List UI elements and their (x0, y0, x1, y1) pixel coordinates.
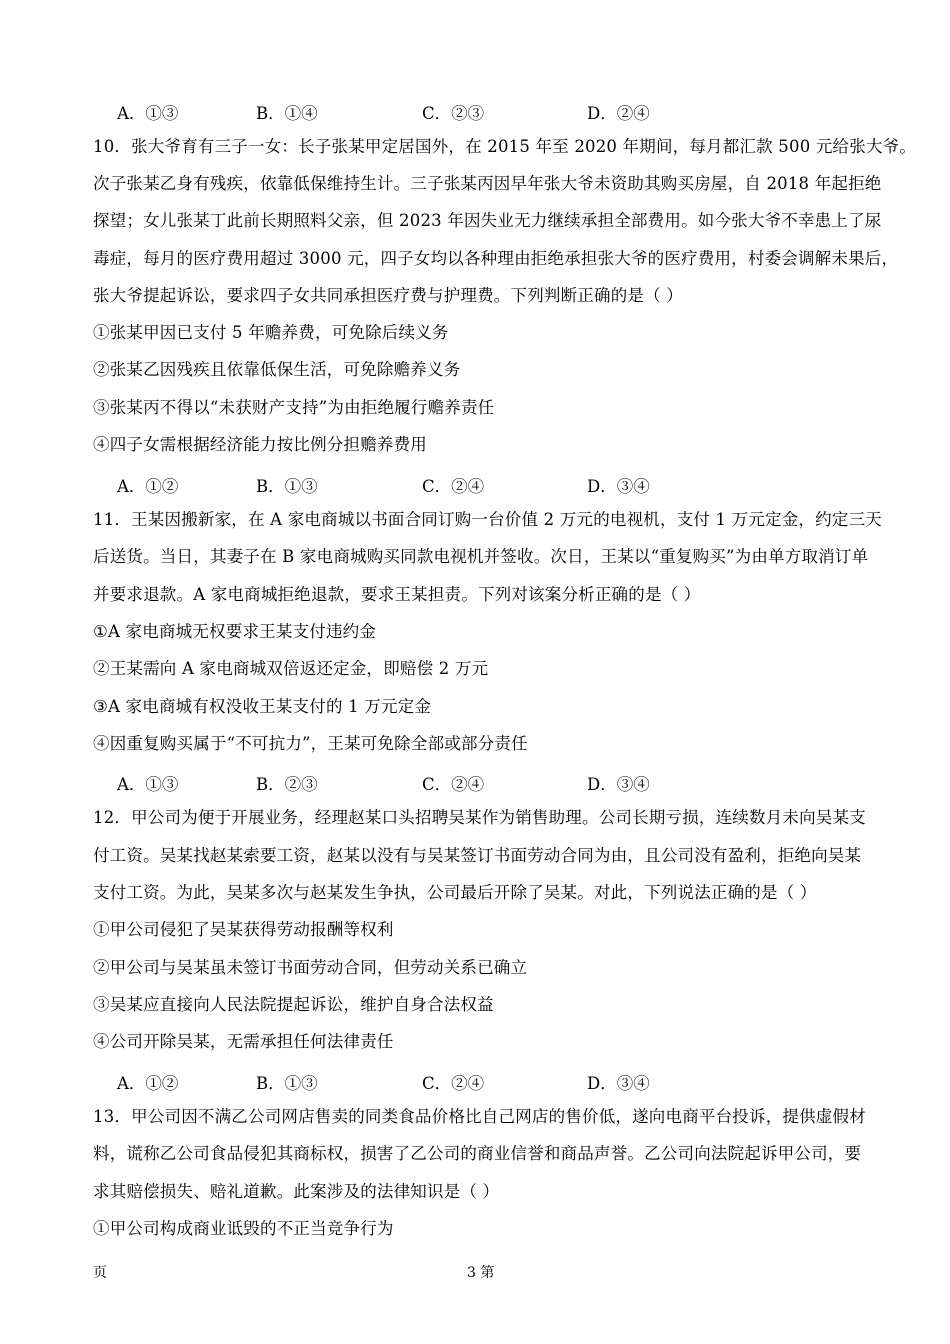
q11-item-2: ②王某需向 A 家电商城双倍返还定金，即赔偿 2 万元 (93, 659, 489, 678)
q10-stem-line: 张大爷提起诉讼，要求四子女共同承担医疗费与护理费。下列判断正确的是（ ） (93, 286, 683, 305)
q12-option-c: C．②④ (422, 1074, 485, 1093)
q10-option-a: A．①② (117, 477, 179, 496)
q9-option-a: A．①③ (117, 104, 179, 123)
q10-stem-line: 探望；女儿张某丁此前长期照料父亲，但 2023 年因失业无力继续承担全部费用。如今张大爷不幸患上了尿 (93, 211, 882, 230)
q10-stem-line: 10．张大爷育有三子一女：长子张某甲定居国外，在 2015 年至 2020 年期间，每月都汇款 500 元给张大爷。 (93, 137, 917, 156)
q12-option-b: B．①③ (256, 1074, 318, 1093)
q11-stem-line: 并要求退款。A 家电商城拒绝退款，要求王某担责。下列对该案分析正确的是（ ） (93, 585, 701, 604)
q10-stem-line: 次子张某乙身有残疾，依靠低保维持生计。三子张某丙因早年张大爷未资助其购买房屋，自 2018 年起拒绝 (93, 174, 882, 193)
q12-stem-line: 12．甲公司为便于开展业务，经理赵某口头招聘吴某作为销售助理。公司长期亏损，连续数月未向吴某支 (93, 808, 866, 827)
footer-left: 页 (93, 1265, 107, 1281)
q12-item-3: ③吴某应直接向人民法院提起诉讼，维护自身合法权益 (93, 995, 494, 1014)
q10-item-2: ②张某乙因残疾且依靠低保生活，可免除赡养义务 (93, 360, 461, 379)
q11-option-a: A．①③ (117, 775, 179, 794)
q11-stem-line: 后送货。当日，其妻子在 B 家电商城购买同款电视机并签收。次日，王某以“重复购买”为由单方取消订单 (93, 547, 869, 566)
q9-option-c: C．②③ (422, 104, 485, 123)
q11-option-d: D．③④ (587, 775, 650, 794)
q11-option-b: B．②③ (256, 775, 318, 794)
q12-item-1: ①甲公司侵犯了吴某获得劳动报酬等权利 (93, 920, 394, 939)
q12-stem-line: 支付工资。为此，吴某多次与赵某发生争执，公司最后开除了吴某。对此，下列说法正确的是（ ） (93, 883, 817, 902)
q10-option-d: D．③④ (587, 477, 650, 496)
q11-option-c: C．②④ (422, 775, 485, 794)
q11-stem-line: 11．王某因搬新家，在 A 家电商城以书面合同订购一台价值 2 万元的电视机，支付 1 万元定金，约定三天 (93, 510, 882, 529)
q11-options (0, 771, 950, 793)
q11-item-1: ①A 家电商城无权要求王某支付违约金 (93, 622, 377, 641)
q10-stem-line: 毒症，每月的医疗费用超过 3000 元，四子女均以各种理由拒绝承担张大爷的医疗费用，村委会调解未果后， (93, 249, 899, 268)
q10-option-c: C．②④ (422, 477, 485, 496)
q12-option-a: A．①② (117, 1074, 179, 1093)
q10-options (0, 473, 950, 495)
q10-item-1: ①张某甲因已支付 5 年赡养费，可免除后续义务 (93, 323, 449, 342)
page-number: 3 第 (467, 1265, 495, 1281)
q13-stem-line: 料，谎称乙公司食品侵犯其商标权，损害了乙公司的商业信誉和商品声誉。乙公司向法院起诉甲公司，要 (93, 1144, 862, 1163)
q9-option-b: B．①④ (256, 104, 318, 123)
q13-stem-line: 求其赔偿损失、赔礼道歉。此案涉及的法律知识是（ ） (93, 1182, 500, 1201)
q10-option-b: B．①③ (256, 477, 318, 496)
q11-item-3: ③A 家电商城有权没收王某支付的 1 万元定金 (93, 697, 432, 716)
q12-item-2: ②甲公司与吴某虽未签订书面劳动合同，但劳动关系已确立 (93, 958, 528, 977)
q12-stem-line: 付工资。吴某找赵某索要工资，赵某以没有与吴某签订书面劳动合同为由，且公司没有盈利，拒绝向吴某 (93, 846, 862, 865)
q13-item-1: ①甲公司构成商业诋毁的不正当竞争行为 (93, 1219, 394, 1238)
q13-stem-line: 13．甲公司因不满乙公司网店售卖的同类食品价格比自己网店的售价低，遂向电商平台投诉，提供虚假材 (93, 1107, 866, 1126)
q12-options (0, 1070, 950, 1092)
q9-option-d: D．②④ (587, 104, 650, 123)
q9-options (0, 100, 950, 122)
q10-item-4: ④四子女需根据经济能力按比例分担赡养费用 (93, 435, 427, 454)
q12-item-4: ④公司开除吴某，无需承担任何法律责任 (93, 1032, 394, 1051)
q10-item-3: ③张某丙不得以“未获财产支持”为由拒绝履行赡养责任 (93, 398, 495, 417)
q12-option-d: D．③④ (587, 1074, 650, 1093)
q11-item-4: ④因重复购买属于“不可抗力”，王某可免除全部或部分责任 (93, 734, 528, 753)
